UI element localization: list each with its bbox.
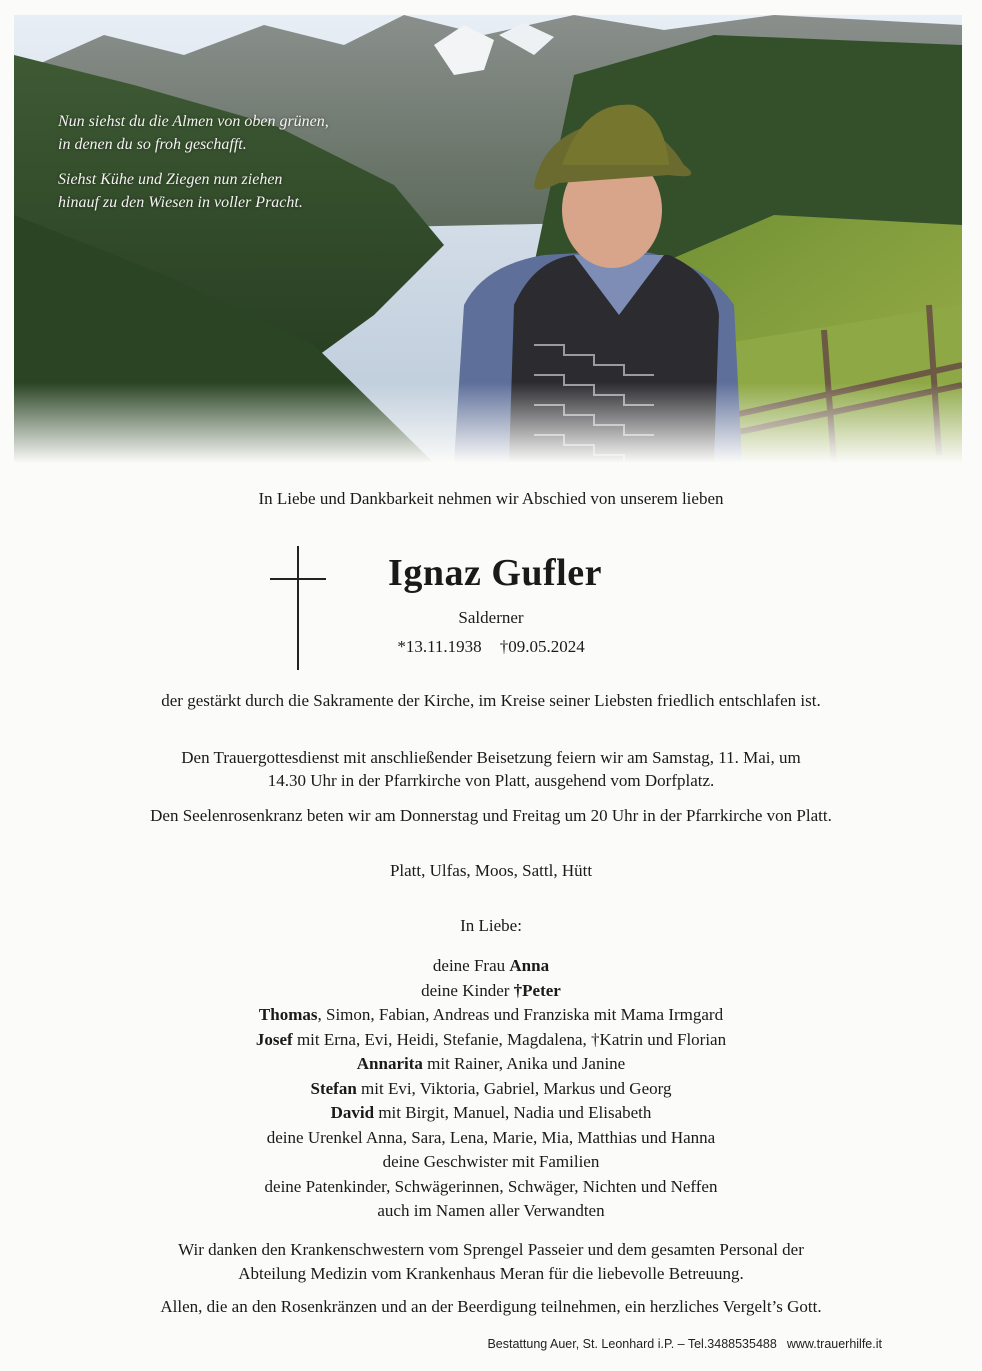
deceased-name: Ignaz Gufler [388,552,602,594]
family-name: David [330,1103,375,1122]
family-name: Annarita [356,1054,423,1073]
life-dates [0,637,982,657]
family-row [0,1052,982,1077]
final-thanks-text: Allen, die an den Rosenkränzen und an der Beerdigung teilnehmen, ein herzliches Vergelt’s Gott. [160,1297,822,1316]
footer [0,1337,882,1351]
verse-stanza-1 [58,110,329,156]
places-text: Platt, Ulfas, Moos, Sattl, Hütt [389,861,593,880]
intro-text: In Liebe und Dankbarkeit nehmen wir Abschied von unserem lieben [258,489,724,508]
family-row [0,979,982,1004]
family-row [0,1028,982,1053]
family-text: deine Frau [432,956,510,975]
website-link[interactable]: www.trauerhilfe.it [786,1337,882,1351]
funeral-service-text [0,746,982,792]
family-text: , Simon, Fabian, Andreas und Franziska mit Mama Irmgard [317,1005,724,1024]
family-name: †Peter [513,980,561,1000]
service-line: Den Trauergottesdienst mit anschließender Beisetzung feiern wir am Samstag, 11. Mai, um [181,748,801,767]
family-row [0,1003,982,1028]
family-name: Thomas [258,1005,318,1024]
memorial-verse [58,110,329,226]
family-text: mit Evi, Viktoria, Gabriel, Markus und Georg [356,1078,672,1098]
verse-stanza-2 [58,168,329,214]
family-row: deine Geschwister mit Familien [382,1152,600,1171]
service-line: 14.30 Uhr in der Pfarrkirche von Platt, ausgehend vom Dorfplatz. [267,771,715,790]
family-name: Stefan [310,1078,357,1098]
family-text: mit Rainer, Anika und Janine [422,1054,626,1073]
family-row: deine Urenkel Anna, Sara, Lena, Marie, Mia, Matthias und Hanna [266,1127,716,1147]
in-love-heading: In Liebe: [460,916,522,935]
verse-line: in denen du so froh geschafft. [58,136,247,153]
family-row: auch im Namen aller Verwandten [377,1201,605,1220]
verse-line: Nun siehst du die Almen von oben grünen, [58,113,329,130]
family-row [0,1077,982,1102]
family-name: Anna [509,956,550,975]
rosary-text: Den Seelenrosenkranz beten wir am Donnerstag und Freitag um 20 Uhr in der Pfarrkirche von Platt. [150,806,832,825]
portrait-photo [14,15,962,463]
family-list [0,954,982,1224]
birth-date: *13.11.1938 [397,637,482,656]
family-row [0,1101,982,1126]
verse-line: hinauf zu den Wiesen in voller Pracht. [58,194,303,211]
thanks-line: Abteilung Medizin vom Krankenhaus Meran für die liebevolle Betreuung. [238,1264,744,1283]
verse-line: Siehst Kühe und Ziegen nun ziehen [58,171,283,188]
deceased-nickname: Salderner [458,608,524,627]
family-text: deine Kinder [421,980,514,1000]
family-name: Josef [255,1029,293,1049]
thanks-line: Wir danken den Krankenschwestern vom Sprengel Passeier und dem gesamten Personal der [178,1240,804,1259]
family-row [0,954,982,979]
thanks-text [0,1238,982,1286]
funeral-home-info: Bestattung Auer, St. Leonhard i.P. – Tel.3488535488 [487,1337,777,1351]
death-date: †09.05.2024 [499,637,585,656]
family-text: mit Erna, Evi, Heidi, Stefanie, Magdalena, †Katrin und Florian [292,1029,727,1049]
family-row: deine Patenkinder, Schwägerinnen, Schwäger, Nichten und Neffen [264,1176,718,1196]
sacraments-text: der gestärkt durch die Sakramente der Kirche, im Kreise seiner Liebsten friedlich entschlafen ist. [161,691,821,710]
family-text: mit Birgit, Manuel, Nadia und Elisabeth [374,1103,652,1122]
